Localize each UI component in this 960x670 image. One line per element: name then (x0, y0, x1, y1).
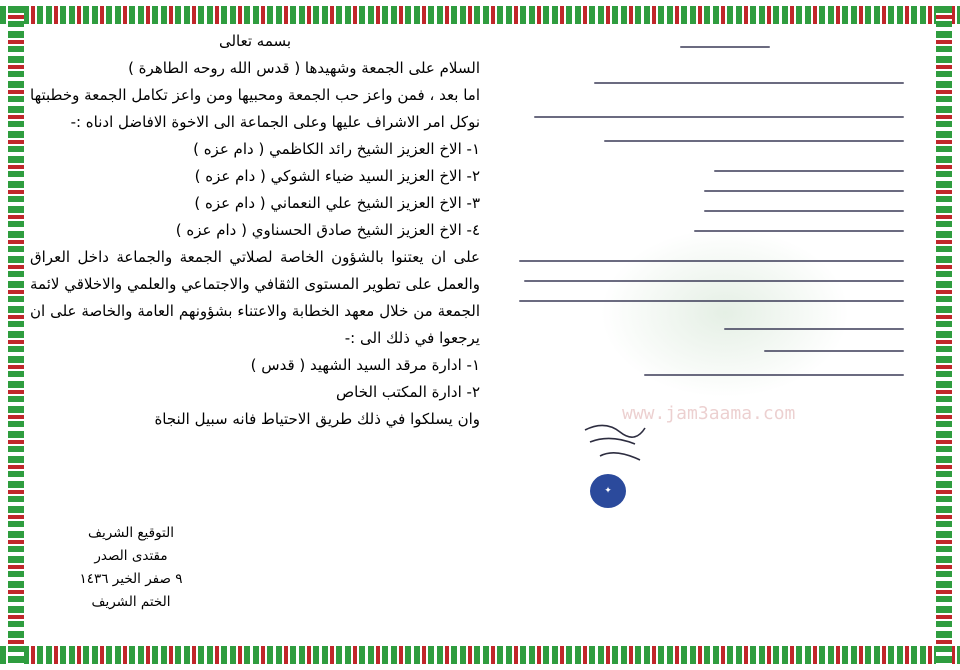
typed-transcription (30, 28, 480, 433)
reference-item: ١- ادارة مرقد السيد الشهيد ( قدس ) (250, 356, 480, 374)
scan-line (694, 230, 904, 232)
letter-title: بسمه تعالى (218, 32, 292, 50)
letter-intro: اما بعد ، فمن واعز حب الجمعة ومحبيها ومن واعز تكامل الجمعة وخطبتها نوكل امر الاشراف عليها وعلى الجماعة الى الاخوة الافاضل ادناه :- (30, 86, 480, 131)
scan-line (604, 140, 904, 142)
brother-item: ١- الاخ العزيز الشيخ رائد الكاظمي ( دام عزه ) (193, 140, 480, 158)
decorative-border-left (8, 6, 24, 664)
scan-line (644, 374, 904, 376)
signer-name: مقتدى الصدر (94, 548, 168, 564)
signature-label: التوقيع الشريف (87, 525, 174, 541)
handwritten-scan (510, 28, 930, 642)
scan-line-title (680, 46, 770, 48)
scan-line (724, 328, 904, 330)
decorative-border-top (0, 6, 960, 24)
scan-line (704, 190, 904, 192)
decorative-border-bottom (0, 646, 960, 664)
signature-scrawl (580, 420, 650, 470)
decorative-border-right (936, 6, 952, 664)
scan-line (519, 260, 904, 262)
reference-item: ٢- ادارة المكتب الخاص (336, 383, 480, 401)
brother-item: ٤- الاخ العزيز الشيخ صادق الحسناوي ( دام عزه ) (175, 221, 480, 239)
watermark-emblem (600, 228, 850, 398)
brother-item: ٢- الاخ العزيز السيد ضياء الشوكي ( دام عزه ) (194, 167, 480, 185)
scan-line (524, 280, 904, 282)
letter-instructions: على ان يعتنوا بالشؤون الخاصة لصلاتي الجمعة والجماعة داخل العراق والعمل على تطوير المستوى الثقافي والاجتماعي والعلمي والاخلاقي لائمة الجمعة من خلال معهد الخطابة والاعتناء بشؤونهم العامة والخاصة على ان يرجعوا في ذلك الى :- (30, 248, 480, 347)
scan-line (704, 210, 904, 212)
letter-closing: وان يسلكوا في ذلك طريق الاحتياط فانه سبيل النجاة (154, 410, 480, 428)
scan-line (534, 116, 904, 118)
brother-item: ٣- الاخ العزيز الشيخ علي النعماني ( دام عزه ) (194, 194, 480, 212)
document-area (30, 28, 930, 642)
scan-line (594, 82, 904, 84)
letter-greeting: السلام على الجمعة وشهيدها ( قدس الله روحه الطاهرة ) (128, 59, 480, 77)
scan-line (764, 350, 904, 352)
seal-stamp: ✦ (590, 474, 626, 508)
seal-label: الختم الشريف (91, 594, 171, 610)
watermark-url: www.jam3aama.com (622, 403, 796, 424)
signature-date: ٩ صفر الخير ١٤٣٦ (79, 571, 183, 587)
signature-block (66, 522, 196, 614)
scan-line (714, 170, 904, 172)
scan-line (519, 300, 904, 302)
